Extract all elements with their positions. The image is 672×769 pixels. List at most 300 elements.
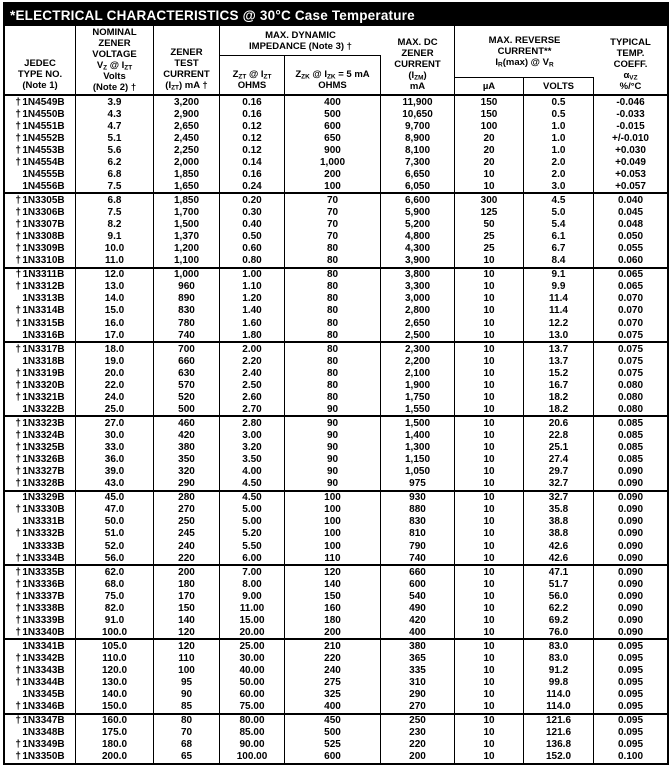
cell-type <box>5 640 76 652</box>
cell-ir-ua: 10 <box>455 454 524 466</box>
cell-type <box>5 207 76 219</box>
table-row <box>5 516 667 528</box>
cell-vz-volts: 17.0 <box>76 329 154 341</box>
table-row <box>5 343 667 355</box>
dagger-mark: † <box>15 255 21 267</box>
cell-vr-volts: 6.1 <box>524 231 594 243</box>
cell-zzk-ohms: 90 <box>285 417 381 429</box>
dagger-mark: † <box>15 430 21 442</box>
cell-zzt-ohms: 4.00 <box>220 466 285 478</box>
cell-zzk-ohms: 900 <box>285 144 381 156</box>
cell-vz-volts: 175.0 <box>76 727 154 739</box>
table-row <box>5 255 667 267</box>
jedec-type-number: 1N3342B <box>22 653 65 664</box>
dagger-mark: † <box>15 343 21 355</box>
jedec-type-number: 1N3330B <box>22 504 65 516</box>
cell-zzt-ohms: 1.00 <box>220 269 285 281</box>
cell-temp-coeff: +0.030 <box>615 144 646 156</box>
cell-vr-volts: 83.0 <box>524 652 594 664</box>
table-row <box>5 590 667 602</box>
cell-zzt-ohms: 2.50 <box>220 379 285 391</box>
cell-zzk-ohms: 80 <box>285 281 381 293</box>
cell-izm-ma: 3,300 <box>381 281 455 293</box>
table-row <box>5 367 667 379</box>
table-row <box>5 602 667 614</box>
cell-izt-ma: 890 <box>154 293 220 305</box>
col-group-reverse-current-label: MAX. REVERSE CURRENT** $I_R(\max)$ @ $V_R$ <box>455 26 594 78</box>
cell-ir-ua: 10 <box>455 417 524 429</box>
cell-izt-ma: 68 <box>154 739 220 751</box>
cell-type <box>5 132 76 144</box>
jedec-type-number: 1N3344B <box>22 677 65 689</box>
cell-type <box>5 329 76 341</box>
cell-izm-ma: 6,650 <box>381 168 455 180</box>
cell-zzt-ohms: 1.60 <box>220 317 285 329</box>
dagger-mark: † <box>15 417 21 429</box>
cell-vz-volts: 140.0 <box>76 689 154 701</box>
cell-type <box>5 194 76 206</box>
table-row <box>5 168 667 180</box>
cell-type <box>5 379 76 391</box>
col-header-zzt-ohms: $Z_{ZT}$ @ $I_{ZT}$ OHMS <box>220 56 285 94</box>
cell-type <box>5 701 76 713</box>
dagger-mark: † <box>15 132 21 144</box>
cell-izm-ma: 4,300 <box>381 243 455 255</box>
cell-ir-ua: 10 <box>455 701 524 713</box>
cell-vr-volts: 9.1 <box>524 269 594 281</box>
cell-izm-ma: 1,500 <box>381 417 455 429</box>
cell-temp-coeff: 0.095 <box>617 665 644 677</box>
cell-izt-ma: 270 <box>154 504 220 516</box>
jedec-type-number: 1N3305B <box>22 194 65 206</box>
cell-izt-ma: 245 <box>154 528 220 540</box>
cell-ir-ua: 50 <box>455 219 524 231</box>
jedec-type-number: 1N4549B <box>22 96 65 108</box>
table-row <box>5 293 667 305</box>
cell-izt-ma: 120 <box>154 626 220 638</box>
cell-izm-ma: 540 <box>381 590 455 602</box>
cell-vr-volts: 2.0 <box>524 156 594 168</box>
cell-vr-volts: 56.0 <box>524 590 594 602</box>
jedec-type-number: 1N3307B <box>22 219 65 231</box>
cell-izm-ma: 365 <box>381 652 455 664</box>
cell-vr-volts: 9.9 <box>524 281 594 293</box>
dagger-mark: † <box>15 665 21 677</box>
cell-type <box>5 281 76 293</box>
cell-vr-volts: 35.8 <box>524 504 594 516</box>
cell-zzk-ohms: 100 <box>285 180 381 192</box>
cell-zzt-ohms: 0.40 <box>220 219 285 231</box>
cell-zzk-ohms: 100 <box>285 516 381 528</box>
cell-type <box>5 478 76 490</box>
cell-zzk-ohms: 90 <box>285 429 381 441</box>
cell-vz-volts: 100.0 <box>76 626 154 638</box>
cell-ir-ua: 25 <box>455 231 524 243</box>
cell-temp-coeff: 0.090 <box>617 578 644 590</box>
cell-type <box>5 231 76 243</box>
dagger-mark: † <box>15 305 21 317</box>
cell-temp-coeff: 0.090 <box>617 478 644 490</box>
dagger-mark: † <box>15 552 21 564</box>
col-header-volts: VOLTS <box>524 78 594 94</box>
cell-izt-ma: 960 <box>154 281 220 293</box>
cell-vz-volts: 7.5 <box>76 207 154 219</box>
dagger-mark: † <box>15 602 21 614</box>
cell-vr-volts: 76.0 <box>524 626 594 638</box>
cell-type <box>5 739 76 751</box>
cell-vz-volts: 18.0 <box>76 343 154 355</box>
cell-izm-ma: 6,600 <box>381 194 455 206</box>
cell-zzk-ohms: 80 <box>285 379 381 391</box>
cell-izm-ma: 380 <box>381 640 455 652</box>
jedec-type-number: 1N3313B <box>22 293 65 305</box>
table-row <box>5 652 667 664</box>
cell-zzk-ohms: 110 <box>285 552 381 564</box>
cell-type <box>5 96 76 108</box>
cell-zzt-ohms: 5.00 <box>220 504 285 516</box>
table-row <box>5 132 667 144</box>
jedec-type-number: 1N3314B <box>22 305 65 317</box>
dagger-mark: † <box>15 120 21 132</box>
dagger-mark: † <box>15 504 21 516</box>
cell-vr-volts: 152.0 <box>524 751 594 763</box>
jedec-type-number: 1N3306B <box>22 207 65 219</box>
cell-izt-ma: 240 <box>154 540 220 552</box>
cell-zzk-ohms: 80 <box>285 255 381 267</box>
cell-izt-ma: 630 <box>154 367 220 379</box>
cell-izt-ma: 460 <box>154 417 220 429</box>
cell-ir-ua: 10 <box>455 317 524 329</box>
cell-izm-ma: 9,700 <box>381 120 455 132</box>
dagger-mark: † <box>15 751 21 763</box>
jedec-type-number: 1N4550B <box>22 108 65 120</box>
cell-izm-ma: 660 <box>381 566 455 578</box>
jedec-type-number: 1N3322B <box>22 403 65 415</box>
dagger-mark: † <box>15 614 21 626</box>
jedec-type-number: 1N3311B <box>22 269 65 281</box>
cell-temp-coeff: 0.090 <box>617 614 644 626</box>
cell-izm-ma: 230 <box>381 727 455 739</box>
cell-vz-volts: 75.0 <box>76 590 154 602</box>
cell-izt-ma: 140 <box>154 614 220 626</box>
cell-zzt-ohms: 15.00 <box>220 614 285 626</box>
cell-izt-ma: 1,200 <box>154 243 220 255</box>
table-row <box>5 578 667 590</box>
jedec-type-number: 1N3329B <box>22 492 65 504</box>
table-row <box>5 243 667 255</box>
cell-zzk-ohms: 450 <box>285 715 381 727</box>
cell-vr-volts: 136.8 <box>524 739 594 751</box>
jedec-type-number: 1N3316B <box>22 329 65 341</box>
cell-temp-coeff: 0.095 <box>617 715 644 727</box>
cell-izm-ma: 3,900 <box>381 255 455 267</box>
cell-izt-ma: 170 <box>154 590 220 602</box>
cell-zzk-ohms: 70 <box>285 207 381 219</box>
table-row <box>5 379 667 391</box>
cell-izm-ma: 930 <box>381 492 455 504</box>
cell-vz-volts: 10.0 <box>76 243 154 255</box>
cell-vz-volts: 4.3 <box>76 108 154 120</box>
dagger-mark: † <box>15 231 21 243</box>
cell-vr-volts: 27.4 <box>524 454 594 466</box>
cell-vz-volts: 27.0 <box>76 417 154 429</box>
cell-temp-coeff: 0.095 <box>617 640 644 652</box>
dagger-mark: † <box>15 454 21 466</box>
cell-ir-ua: 100 <box>455 120 524 132</box>
cell-zzk-ohms: 240 <box>285 665 381 677</box>
cell-izm-ma: 335 <box>381 665 455 677</box>
cell-vr-volts: 5.4 <box>524 219 594 231</box>
cell-izm-ma: 1,150 <box>381 454 455 466</box>
table-row <box>5 180 667 192</box>
dagger-mark: † <box>15 144 21 156</box>
jedec-type-number: 1N3347B <box>22 715 65 727</box>
cell-vr-volts: 6.7 <box>524 243 594 255</box>
col-group-impedance-label: MAX. DYNAMIC IMPEDANCE (Note 3) † <box>220 26 381 56</box>
cell-temp-coeff: 0.075 <box>617 343 644 355</box>
cell-zzt-ohms: 0.24 <box>220 180 285 192</box>
cell-zzt-ohms: 30.00 <box>220 652 285 664</box>
cell-izt-ma: 100 <box>154 665 220 677</box>
cell-izt-ma: 380 <box>154 442 220 454</box>
cell-ir-ua: 10 <box>455 640 524 652</box>
cell-izm-ma: 1,550 <box>381 403 455 415</box>
cell-zzt-ohms: 0.12 <box>220 120 285 132</box>
cell-zzt-ohms: 1.20 <box>220 293 285 305</box>
cell-ir-ua: 10 <box>455 355 524 367</box>
cell-zzt-ohms: 9.00 <box>220 590 285 602</box>
table-row <box>5 120 667 132</box>
cell-ir-ua: 10 <box>455 739 524 751</box>
cell-izt-ma: 85 <box>154 701 220 713</box>
cell-zzt-ohms: 2.60 <box>220 391 285 403</box>
cell-izm-ma: 5,200 <box>381 219 455 231</box>
cell-vr-volts: 2.0 <box>524 168 594 180</box>
cell-zzt-ohms: 11.00 <box>220 602 285 614</box>
table-row <box>5 540 667 552</box>
cell-izm-ma: 2,500 <box>381 329 455 341</box>
cell-izm-ma: 790 <box>381 540 455 552</box>
cell-izt-ma: 2,000 <box>154 156 220 168</box>
cell-zzk-ohms: 80 <box>285 391 381 403</box>
cell-vr-volts: 32.7 <box>524 492 594 504</box>
cell-zzt-ohms: 0.30 <box>220 207 285 219</box>
cell-type <box>5 454 76 466</box>
cell-ir-ua: 25 <box>455 243 524 255</box>
cell-temp-coeff: 0.065 <box>617 281 644 293</box>
cell-vr-volts: 1.0 <box>524 120 594 132</box>
cell-zzt-ohms: 75.00 <box>220 701 285 713</box>
cell-izt-ma: 110 <box>154 652 220 664</box>
cell-izt-ma: 1,650 <box>154 180 220 192</box>
cell-izt-ma: 290 <box>154 478 220 490</box>
col-header-zzk-ohms: $Z_{ZK}$ @ $I_{ZK} = 5$ mA OHMS <box>285 56 381 94</box>
dagger-mark: † <box>15 281 21 293</box>
cell-vz-volts: 24.0 <box>76 391 154 403</box>
cell-temp-coeff: 0.070 <box>617 317 644 329</box>
col-header-jedec-type: JEDEC TYPE NO. (Note 1) <box>5 26 76 94</box>
cell-vz-volts: 39.0 <box>76 466 154 478</box>
table-row <box>5 566 667 578</box>
row-group <box>5 638 667 712</box>
cell-zzt-ohms: 85.00 <box>220 727 285 739</box>
table-row <box>5 144 667 156</box>
cell-izm-ma: 310 <box>381 677 455 689</box>
cell-ir-ua: 10 <box>455 429 524 441</box>
cell-vr-volts: 20.6 <box>524 417 594 429</box>
cell-vr-volts: 83.0 <box>524 640 594 652</box>
cell-izm-ma: 8,900 <box>381 132 455 144</box>
dagger-mark: † <box>15 566 21 578</box>
cell-temp-coeff: +0.053 <box>615 168 646 180</box>
cell-zzt-ohms: 2.00 <box>220 343 285 355</box>
cell-vr-volts: 0.5 <box>524 108 594 120</box>
jedec-type-number: 1N3318B <box>22 355 65 367</box>
cell-temp-coeff: 0.048 <box>617 219 644 231</box>
cell-zzt-ohms: 60.00 <box>220 689 285 701</box>
cell-izt-ma: 2,250 <box>154 144 220 156</box>
cell-ir-ua: 10 <box>455 293 524 305</box>
cell-type <box>5 417 76 429</box>
cell-zzk-ohms: 210 <box>285 640 381 652</box>
cell-type <box>5 566 76 578</box>
cell-type <box>5 540 76 552</box>
cell-vz-volts: 33.0 <box>76 442 154 454</box>
cell-type <box>5 602 76 614</box>
cell-zzk-ohms: 80 <box>285 305 381 317</box>
cell-izt-ma: 780 <box>154 317 220 329</box>
cell-zzk-ohms: 80 <box>285 293 381 305</box>
cell-vr-volts: 29.7 <box>524 466 594 478</box>
cell-ir-ua: 10 <box>455 269 524 281</box>
cell-temp-coeff: 0.075 <box>617 355 644 367</box>
cell-izm-ma: 200 <box>381 751 455 763</box>
jedec-type-number: 1N3308B <box>22 231 65 243</box>
cell-izm-ma: 1,050 <box>381 466 455 478</box>
table-row <box>5 739 667 751</box>
col-header-nominal-zener-voltage: NOMINAL ZENER VOLTAGE $V_Z$ @ $I_{ZT}$ Volts (Note 2) † <box>76 26 154 94</box>
table-row <box>5 355 667 367</box>
cell-ir-ua: 10 <box>455 566 524 578</box>
cell-type <box>5 552 76 564</box>
cell-zzk-ohms: 80 <box>285 329 381 341</box>
cell-type <box>5 578 76 590</box>
cell-type <box>5 305 76 317</box>
cell-vz-volts: 200.0 <box>76 751 154 763</box>
cell-ir-ua: 10 <box>455 590 524 602</box>
cell-zzk-ohms: 100 <box>285 492 381 504</box>
cell-ir-ua: 10 <box>455 552 524 564</box>
table-row <box>5 614 667 626</box>
cell-izm-ma: 1,400 <box>381 429 455 441</box>
dagger-mark: † <box>15 317 21 329</box>
cell-vr-volts: 91.2 <box>524 665 594 677</box>
cell-zzt-ohms: 3.50 <box>220 454 285 466</box>
table-row <box>5 417 667 429</box>
cell-vr-volts: 99.8 <box>524 677 594 689</box>
datasheet-table <box>3 2 669 765</box>
cell-zzt-ohms: 3.00 <box>220 429 285 441</box>
cell-zzt-ohms: 20.00 <box>220 626 285 638</box>
cell-zzk-ohms: 500 <box>285 727 381 739</box>
cell-zzk-ohms: 200 <box>285 626 381 638</box>
cell-zzk-ohms: 140 <box>285 578 381 590</box>
cell-ir-ua: 10 <box>455 180 524 192</box>
cell-vr-volts: 22.8 <box>524 429 594 441</box>
cell-type <box>5 528 76 540</box>
cell-zzt-ohms: 25.00 <box>220 640 285 652</box>
table-row <box>5 504 667 516</box>
cell-izm-ma: 2,100 <box>381 367 455 379</box>
cell-izm-ma: 3,000 <box>381 293 455 305</box>
col-header-typical-temp-coeff: TYPICAL TEMP. COEFF. $\alpha_{VZ}$ %/°C <box>610 37 651 92</box>
jedec-type-number: 1N3315B <box>22 317 65 329</box>
cell-vr-volts: 38.8 <box>524 516 594 528</box>
dagger-mark: † <box>15 478 21 490</box>
cell-temp-coeff: 0.080 <box>617 403 644 415</box>
jedec-type-number: 1N3333B <box>22 540 65 552</box>
dagger-mark: † <box>15 391 21 403</box>
cell-temp-coeff: 0.075 <box>617 367 644 379</box>
table-row <box>5 317 667 329</box>
cell-ir-ua: 150 <box>455 96 524 108</box>
cell-zzk-ohms: 600 <box>285 751 381 763</box>
cell-zzk-ohms: 70 <box>285 194 381 206</box>
cell-zzk-ohms: 100 <box>285 528 381 540</box>
cell-zzt-ohms: 6.00 <box>220 552 285 564</box>
cell-vr-volts: 18.2 <box>524 391 594 403</box>
cell-vr-volts: 15.2 <box>524 367 594 379</box>
cell-izt-ma: 420 <box>154 429 220 441</box>
cell-temp-coeff: 0.060 <box>617 255 644 267</box>
cell-vz-volts: 5.6 <box>76 144 154 156</box>
cell-temp-coeff: +0.057 <box>615 180 646 192</box>
cell-zzk-ohms: 1,000 <box>285 156 381 168</box>
table-row <box>5 492 667 504</box>
dagger-mark: † <box>15 590 21 602</box>
table-row <box>5 454 667 466</box>
cell-izt-ma: 740 <box>154 329 220 341</box>
cell-izt-ma: 660 <box>154 355 220 367</box>
dagger-mark: † <box>15 194 21 206</box>
cell-ir-ua: 150 <box>455 108 524 120</box>
cell-type <box>5 665 76 677</box>
table-row <box>5 108 667 120</box>
table-row <box>5 751 667 763</box>
cell-zzk-ohms: 220 <box>285 652 381 664</box>
cell-vz-volts: 105.0 <box>76 640 154 652</box>
table-row <box>5 231 667 243</box>
cell-izm-ma: 740 <box>381 552 455 564</box>
cell-izm-ma: 11,900 <box>381 96 455 108</box>
cell-temp-coeff: 0.090 <box>617 516 644 528</box>
cell-zzt-ohms: 4.50 <box>220 478 285 490</box>
table-row <box>5 727 667 739</box>
dagger-mark: † <box>15 207 21 219</box>
cell-zzk-ohms: 90 <box>285 478 381 490</box>
cell-izm-ma: 490 <box>381 602 455 614</box>
cell-ir-ua: 10 <box>455 528 524 540</box>
cell-vz-volts: 15.0 <box>76 305 154 317</box>
jedec-type-number: 1N3346B <box>22 701 65 713</box>
jedec-type-number: 1N3326B <box>22 454 65 466</box>
cell-zzk-ohms: 500 <box>285 108 381 120</box>
cell-temp-coeff: 0.075 <box>617 329 644 341</box>
cell-zzk-ohms: 70 <box>285 231 381 243</box>
cell-zzk-ohms: 160 <box>285 602 381 614</box>
jedec-type-number: 1N3309B <box>22 243 65 255</box>
cell-vz-volts: 56.0 <box>76 552 154 564</box>
